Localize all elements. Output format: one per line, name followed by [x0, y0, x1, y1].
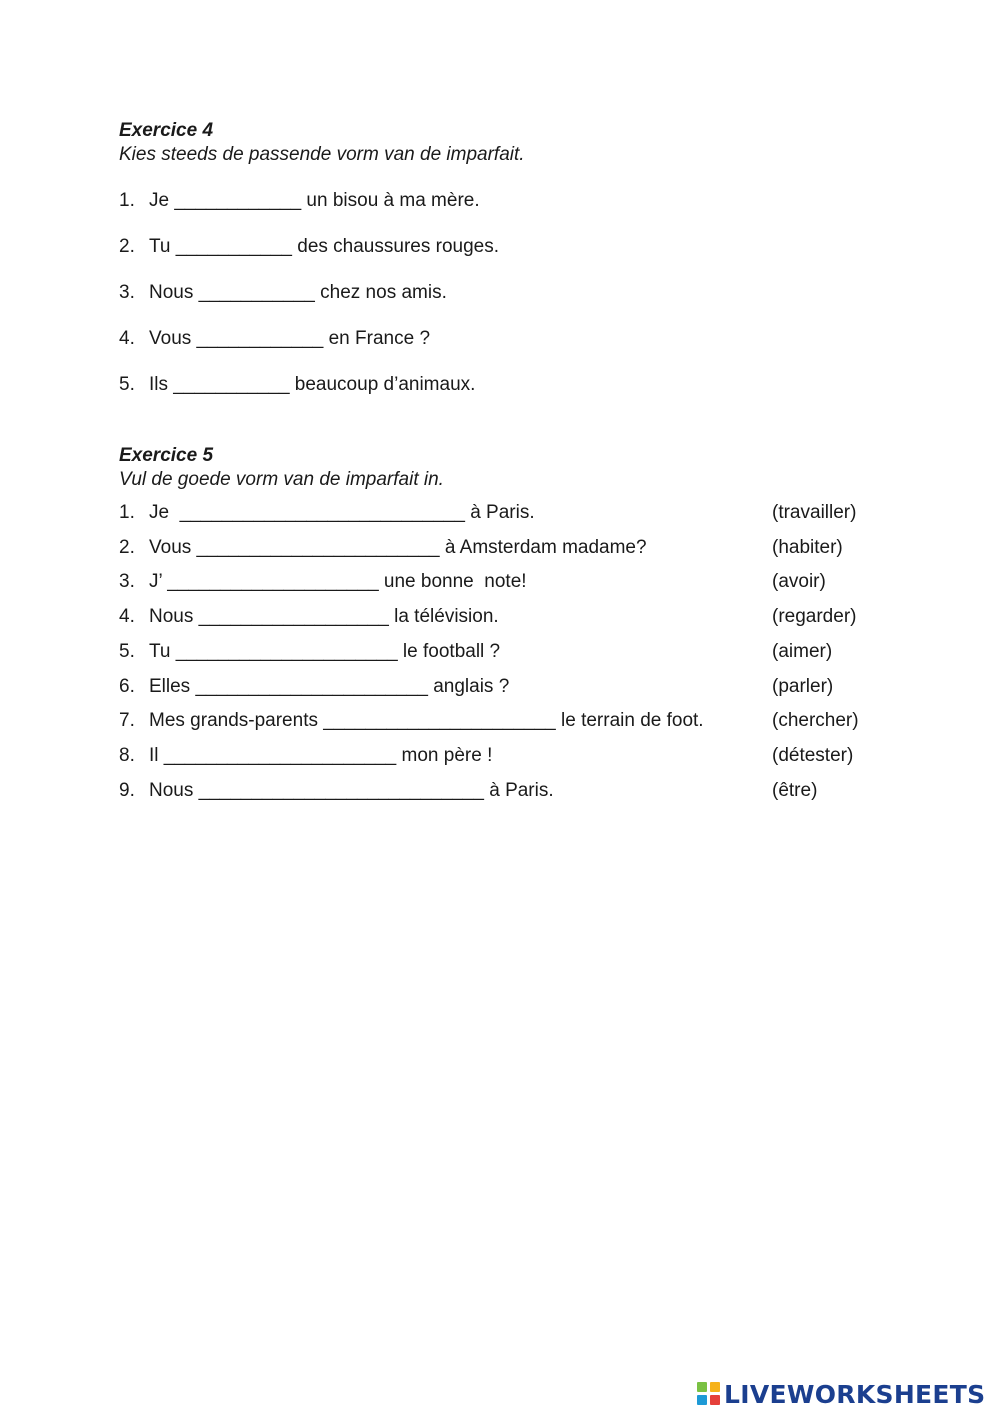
list-item: 1. Je ___________________________ à Paris. — [119, 502, 535, 523]
list-item: 9. Nous ___________________________ à Paris. — [119, 780, 554, 801]
list-item: 5. Ils ___________ beaucoup d’animaux. — [119, 374, 476, 395]
verb-hint: (chercher) — [772, 710, 859, 731]
list-item: 5. Tu _____________________ le football ? — [119, 641, 501, 662]
list-item: 3. Nous ___________ chez nos amis. — [119, 282, 447, 303]
list-item: 3. J’ ____________________ une bonne note! — [119, 571, 527, 592]
list-item: 8. Il ______________________ mon père ! — [119, 745, 493, 766]
exercise4-instruction: Kies steeds de passende vorm van de imparfait. — [119, 144, 525, 165]
verb-hint: (habiter) — [772, 537, 843, 558]
list-item: 7. Mes grands-parents ______________________ le terrain de foot. — [119, 710, 704, 731]
exercise5-title: Exercice 5 — [119, 445, 214, 466]
verb-hint: (avoir) — [772, 571, 826, 592]
verb-hint: (aimer) — [772, 641, 833, 662]
list-item: 4. Nous __________________ la télévision. — [119, 606, 499, 627]
list-item: 4. Vous ____________ en France ? — [119, 328, 431, 349]
verb-hint: (être) — [772, 780, 818, 801]
list-item: 1. Je ____________ un bisou à ma mère. — [119, 190, 480, 211]
list-item: 2. Tu ___________ des chaussures rouges. — [119, 236, 499, 257]
logo-text: LIVEWORKSHEETS — [724, 1379, 986, 1409]
liveworksheets-logo-icon — [697, 1382, 721, 1406]
list-item: 6. Elles ______________________ anglais ? — [119, 676, 510, 697]
verb-hint: (regarder) — [772, 606, 857, 627]
exercise5-instruction: Vul de goede vorm van de imparfait in. — [119, 469, 444, 490]
verb-hint: (travailler) — [772, 502, 857, 523]
verb-hint: (parler) — [772, 676, 834, 697]
liveworksheets-logo — [697, 1380, 985, 1408]
list-item: 2. Vous _______________________ à Amsterdam madame? — [119, 537, 647, 558]
exercise4-title: Exercice 4 — [119, 120, 214, 141]
verb-hint: (détester) — [772, 745, 854, 766]
